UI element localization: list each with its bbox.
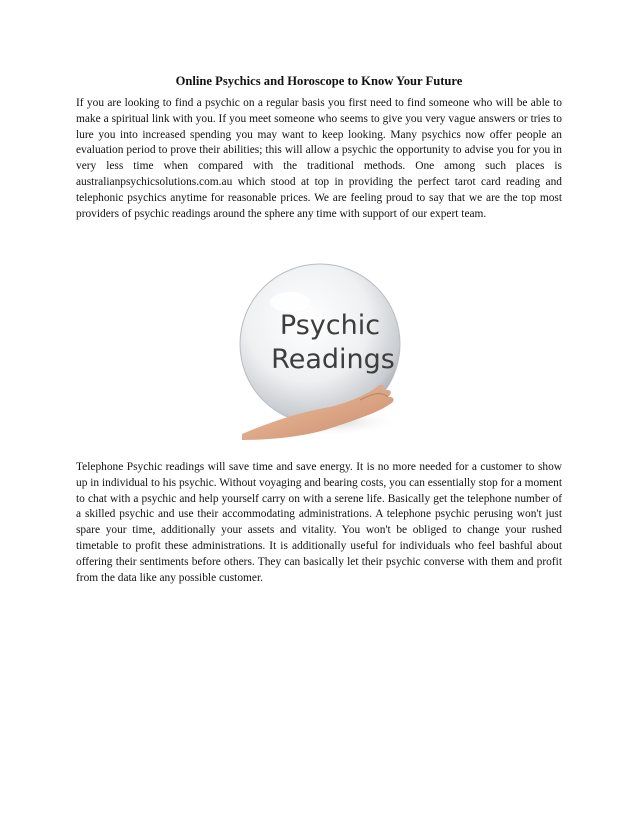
- paragraph-telephone: Telephone Psychic readings will save time and save energy. It is no more needed for a customer to show up in individual to his psychic. Without voyaging and bearing costs, you can essentially stop for a moment to chat with a psychic and help yourself carry on with a serene life. Basically get the telephone number of a skilled psychic and use their accommodating administrations. A telephone psychic perusing won't just spare your time, additionally your assets and vitality. You won't be obliged to change your rushed timetable to profit these administrations. It is additionally useful for individuals who feel bashful about offering their sentiments before others. They can basically let their psychic converse with them and profit from the data like any possible customer.: [76, 461, 562, 584]
- image-text-line-1: Psychic: [279, 310, 381, 341]
- document-title: Online Psychics and Horoscope to Know Your Future: [175, 74, 463, 88]
- paragraph-intro: If you are looking to find a psychic on a regular basis you first need to find someone who will be able to make a spiritual link with you. If you meet someone who seems to give you very vague answers or tries to lure you into increased spending you may want to keep looking. Many psychics now offer people an evaluation period to prove their abilities; this will allow a psychic the opportunity to advise you for you in very less time when compared with the traditional methods. One among such places is australianpsychicsolutions.com.au which stood at top in providing the perfect tarot card reading and telephonic psychics anytime for reasonable prices. We are feeling proud to say that we are the top most providers of psychic readings around the sphere any time with support of our expert team.: [76, 97, 562, 220]
- crystal-ball-image: [230, 262, 410, 442]
- image-text-line-2: Readings: [271, 344, 395, 375]
- crystal-ball-illustration: [230, 262, 410, 442]
